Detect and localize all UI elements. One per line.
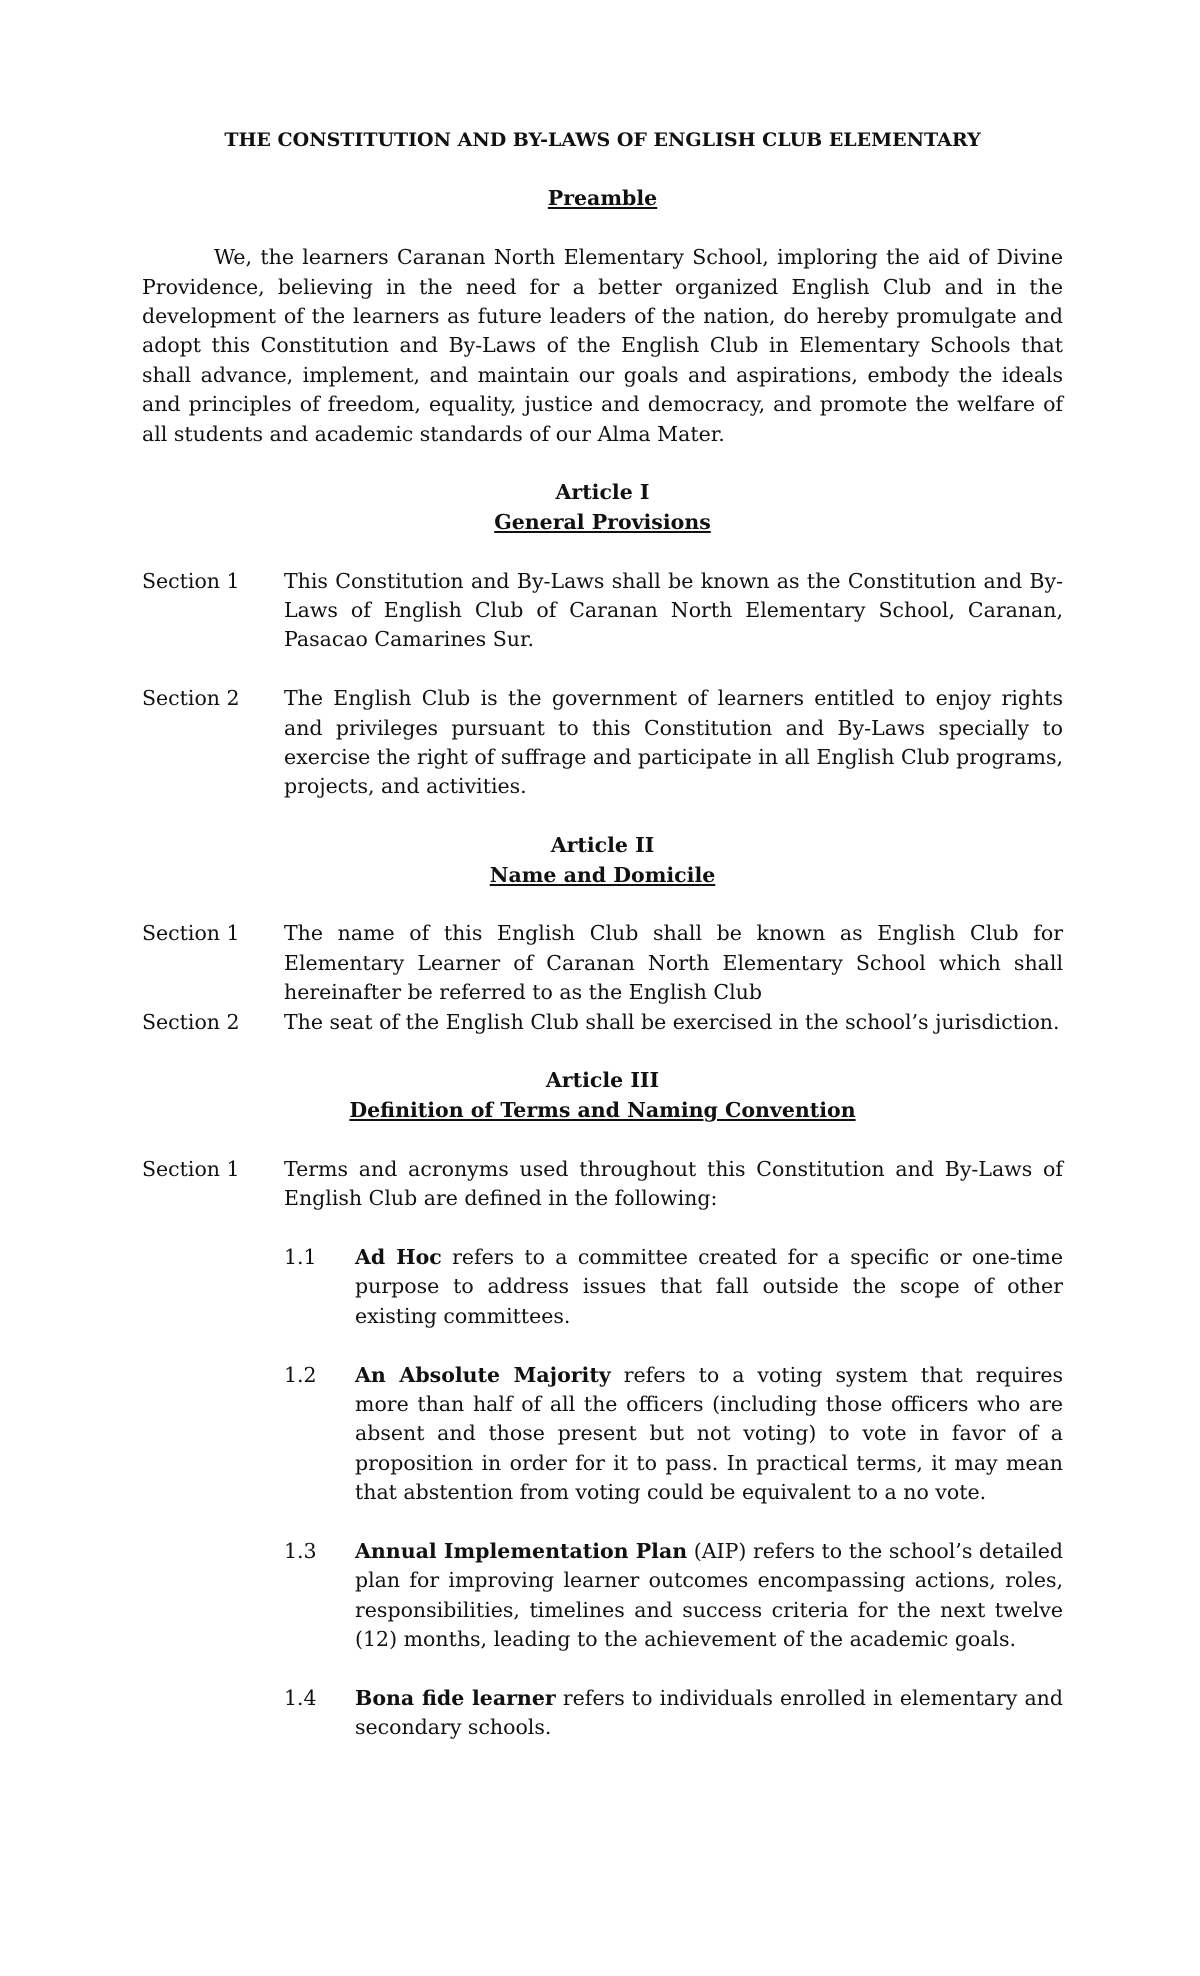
spacer bbox=[142, 214, 1063, 243]
spacer bbox=[142, 537, 1063, 566]
article-1-section-1 bbox=[142, 567, 1063, 655]
definition-number: 1.1 bbox=[284, 1244, 317, 1269]
definition-item bbox=[284, 1361, 1063, 1508]
definition-item bbox=[284, 1684, 1063, 1743]
definition-body: refers to a committee created for a specific or one-time purpose to address issues that fall outside the scope of other existing committees. bbox=[355, 1244, 1064, 1328]
article-3-section-1 bbox=[142, 1155, 1063, 1214]
article-2-name: Name and Domicile bbox=[489, 862, 716, 887]
definition-number: 1.3 bbox=[284, 1538, 317, 1563]
preamble-text: We, the learners Caranan North Elementary School, imploring the aid of Divine Providence, believing in the need for a better organized English Club and in the development of the learners as future leaders of the nation, do hereby promulgate and adopt this Constitution and By-Laws of the English Club in Elementary Schools that shall advance, implement, and maintain our goals and aspirations, embody the ideals and principles of freedom, equality, justice and democracy, and promote the welfare of all students and academic standards of our Alma Mater. bbox=[142, 245, 1063, 446]
spacer bbox=[142, 655, 1063, 684]
spacer bbox=[142, 1214, 1063, 1243]
section-label: Section 2 bbox=[142, 1009, 240, 1034]
spacer bbox=[142, 890, 1063, 919]
definition-item bbox=[284, 1243, 1063, 1331]
definition-body: refers to individuals enrolled in elementary and secondary schools. bbox=[355, 1685, 1064, 1740]
definition-text bbox=[355, 1361, 1063, 1508]
section-text: This Constitution and By-Laws shall be known as the Constitution and By-Laws of English Club of Caranan North Elementary School, Caranan, Pasacao Camarines Sur. bbox=[284, 568, 1063, 652]
spacer bbox=[142, 1125, 1063, 1154]
definition-text bbox=[355, 1537, 1063, 1655]
spacer bbox=[142, 1655, 1063, 1684]
preamble-heading: Preamble bbox=[547, 186, 658, 211]
article-2-number: Article II bbox=[550, 833, 655, 858]
document-title: THE CONSTITUTION AND BY-LAWS OF ENGLISH CLUB ELEMENTARY bbox=[224, 129, 981, 151]
definition-term: Bona fide learner bbox=[355, 1685, 556, 1710]
definition-text bbox=[355, 1243, 1063, 1331]
article-3-number: Article III bbox=[545, 1068, 660, 1093]
section-text: The name of this English Club shall be known as English Club for Elementary Learner of Caranan North Elementary School which shall hereinafter be referred to as the English Club bbox=[284, 921, 1063, 1005]
section-text: Terms and acronyms used throughout this Constitution and By-Laws of English Club are defined in the following: bbox=[284, 1156, 1063, 1211]
article-2-section-1 bbox=[142, 919, 1063, 1007]
definition-term: Ad Hoc bbox=[355, 1244, 442, 1269]
section-label: Section 1 bbox=[142, 568, 240, 593]
section-label: Section 2 bbox=[142, 686, 240, 711]
definition-term: Annual Implementation Plan bbox=[355, 1538, 688, 1563]
definition-body: refers to a voting system that requires more than half of all the officers (including those officers who are absent and those present but not voting) to vote in favor of a proposition in order for it to pass. In practical terms, it may mean that abstention from voting could be equivalent to a no vote. bbox=[355, 1362, 1064, 1505]
article-1-number: Article I bbox=[555, 480, 650, 505]
section-text: The English Club is the government of learners entitled to enjoy rights and privileges pursuant to this Constitution and By-Laws specially to exercise the right of suffrage and participate in all English Club programs, projects, and activities. bbox=[284, 686, 1063, 799]
article-1-section-2 bbox=[142, 684, 1063, 802]
definition-text bbox=[355, 1684, 1063, 1743]
article-3-name: Definition of Terms and Naming Convention bbox=[349, 1097, 856, 1122]
section-text: The seat of the English Club shall be exercised in the school’s jurisdiction. bbox=[284, 1009, 1060, 1034]
spacer bbox=[142, 1331, 1063, 1360]
definition-body: (AIP) refers to the school’s detailed plan for improving learner outcomes encompassing actions, roles, responsibilities, timelines and success criteria for the next twelve (12) months, leading to the achievement of the academic goals. bbox=[355, 1538, 1063, 1652]
definition-item bbox=[284, 1537, 1063, 1655]
definition-term: An Absolute Majority bbox=[355, 1362, 611, 1387]
document-page bbox=[142, 126, 1063, 1743]
section-label: Section 1 bbox=[142, 1156, 240, 1181]
article-1-name: General Provisions bbox=[494, 509, 711, 534]
section-label: Section 1 bbox=[142, 921, 240, 946]
definition-number: 1.2 bbox=[284, 1362, 317, 1387]
spacer bbox=[142, 1037, 1063, 1066]
article-2-section-2 bbox=[142, 1008, 1063, 1037]
spacer bbox=[142, 449, 1063, 478]
spacer bbox=[142, 802, 1063, 831]
spacer bbox=[142, 1508, 1063, 1537]
definition-number: 1.4 bbox=[284, 1685, 317, 1710]
